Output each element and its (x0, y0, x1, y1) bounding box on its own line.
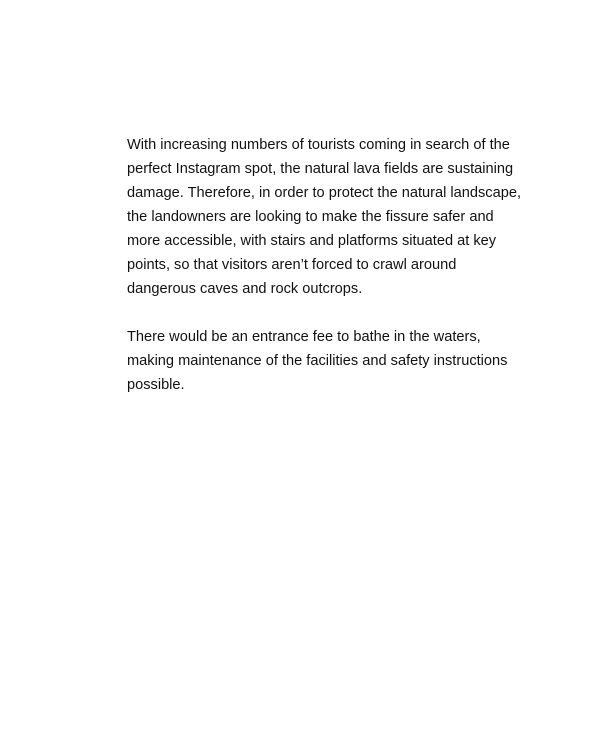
paragraph-line: There would be an entrance fee to bathe in the waters, (127, 329, 481, 345)
paragraph-line: making maintenance of the facilities and safety instructions (127, 353, 508, 369)
body-text (127, 133, 522, 421)
paragraph-line: dangerous caves and rock outcrops. (127, 281, 363, 297)
paragraph-1 (127, 133, 522, 301)
paragraph-line: perfect Instagram spot, the natural lava fields are sustaining (127, 161, 514, 177)
paragraph-line: possible. (127, 377, 185, 393)
paragraph-line: more accessible, with stairs and platforms situated at key (127, 233, 497, 249)
paragraph-line: damage. Therefore, in order to protect the natural landscape, (127, 185, 522, 201)
paragraph-line: the landowners are looking to make the fissure safer and (127, 209, 494, 225)
paragraph-2 (127, 325, 507, 397)
paragraph-line: With increasing numbers of tourists coming in search of the (127, 137, 510, 153)
paragraph-line: points, so that visitors aren’t forced to crawl around (127, 257, 457, 273)
